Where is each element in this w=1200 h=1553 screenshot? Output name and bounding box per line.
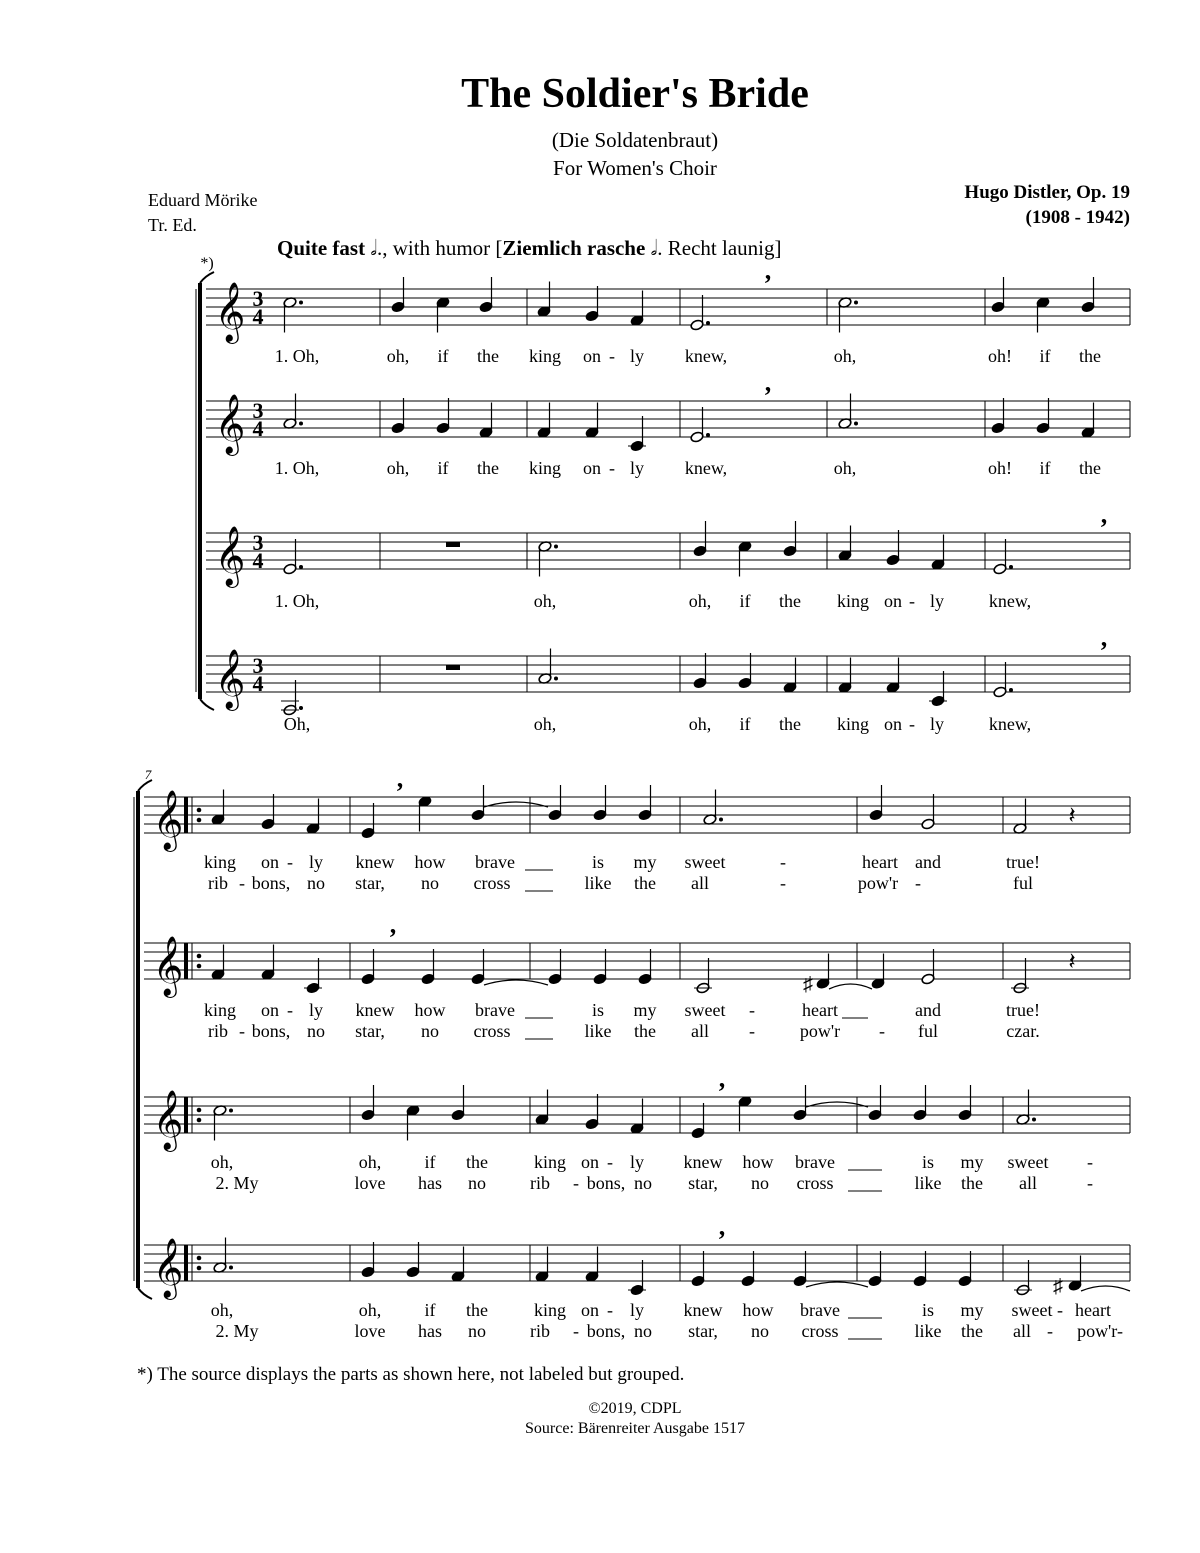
composer-name: Hugo Distler, Op. 19 <box>964 182 1130 203</box>
lyric-s2-v2-verse1b: rib <box>208 1021 228 1041</box>
dot <box>854 301 858 305</box>
lyric-s2-v1-verse2: - <box>780 873 786 893</box>
lyric-s2-v4-verse2: 2. My <box>215 1321 259 1341</box>
lyric-s1-v4: ly <box>929 714 945 734</box>
lyric-s1-v2: ly <box>629 458 645 478</box>
repeat-dot <box>197 1266 202 1271</box>
breath-mark: , <box>389 910 397 939</box>
lyric-s2-v4-verse2: no <box>634 1321 652 1341</box>
lyric-s2-v1-verse2: the <box>634 873 656 893</box>
staff-system2-voice1 <box>144 797 1130 833</box>
breath-mark: , <box>764 256 772 285</box>
lyric-s1-v1: if <box>1039 346 1051 366</box>
whole-rest <box>446 665 460 670</box>
lyric-s2-v3-verse2: 2. My <box>215 1173 259 1193</box>
lyric-s1-v4: oh, <box>688 714 712 734</box>
breath-mark: , <box>718 1212 726 1241</box>
repeat-dot <box>197 808 202 813</box>
lyric-s2-v3-verse1: the <box>466 1152 488 1172</box>
dot <box>706 321 710 325</box>
time-signature-bottom: 4 <box>252 671 264 696</box>
repeat-dot <box>197 954 202 959</box>
staff-system1-voice4 <box>206 656 1130 692</box>
lyric-s2-v1-verse2: no <box>421 873 439 893</box>
source-line: Source: Bärenreiter Ausgabe 1517 <box>525 1420 745 1437</box>
lyric-s1-v3: the <box>779 591 801 611</box>
dot <box>719 818 723 822</box>
tie <box>829 984 872 989</box>
dot <box>299 565 303 569</box>
lyric-s2-v1-verse2: like <box>584 873 612 893</box>
dot <box>554 677 558 681</box>
lyric-s2-v3-verse1: ly <box>629 1152 645 1172</box>
lyric-s2-v2-verse1b: no <box>421 1021 439 1041</box>
time-signature-top: 3 <box>252 286 264 311</box>
lyric-s1-v4: if <box>739 714 751 734</box>
poet-name: Eduard Mörike <box>148 190 258 210</box>
tie <box>1081 1286 1130 1291</box>
lyric-s1-v3: on <box>884 591 902 611</box>
lyric-s2-v1-verse1: brave <box>475 852 515 872</box>
lyric-s2-v4-verse2: all <box>1013 1321 1031 1341</box>
lyric-s2-v4-verse1: oh, <box>210 1300 234 1320</box>
treble-clef: 𝄞 <box>214 651 246 708</box>
lyric-s2-v3-verse2: the <box>961 1173 983 1193</box>
lyric-s1-v1: knew, <box>684 346 728 366</box>
lyric-s2-v3-verse2: like <box>914 1173 942 1193</box>
measure-number: 7 <box>144 767 152 782</box>
repeat-dot <box>197 964 202 969</box>
lyric-s2-v3-verse2: bons, <box>586 1173 626 1193</box>
lyric-s2-v1-verse1: ly <box>308 852 324 872</box>
lyric-s2-v2-verse1: heart <box>802 1000 838 1020</box>
lyric-s1-v3: oh, <box>688 591 712 611</box>
lyric-s2-v2-verse1b: all <box>691 1021 709 1041</box>
copyright-line: ©2019, CDPL <box>588 1400 682 1417</box>
lyric-s2-v4-verse1: - <box>1057 1300 1063 1320</box>
lyric-s1-v3: if <box>739 591 751 611</box>
lyric-s1-v1: oh! <box>988 346 1012 366</box>
lyric-s2-v3-verse2: has <box>418 1173 442 1193</box>
time-signature-bottom: 4 <box>252 416 264 441</box>
time-signature-bottom: 4 <box>252 304 264 329</box>
lyric-s1-v4: oh, <box>533 714 557 734</box>
lyric-s2-v2-verse1b: the <box>634 1021 656 1041</box>
dot <box>299 422 303 426</box>
lyric-s2-v1-verse2: - <box>239 873 245 893</box>
lyric-s2-v2-verse1: knew <box>355 1000 395 1020</box>
lyric-s1-v2: oh, <box>833 458 857 478</box>
dot <box>554 545 558 549</box>
lyric-s2-v3-verse1: if <box>424 1152 436 1172</box>
lyric-s2-v1-verse2: bons, <box>251 873 291 893</box>
sharp-sign: ♯ <box>803 973 813 996</box>
lyric-s2-v2-verse1: - <box>287 1000 293 1020</box>
lyric-s2-v2-verse1: ly <box>308 1000 324 1020</box>
lyric-s2-v2-verse1b: czar. <box>1006 1021 1040 1041</box>
lyric-s2-v1-verse1: knew <box>355 852 395 872</box>
lyric-s1-v3: ly <box>929 591 945 611</box>
lyric-s1-v3: 1. Oh, <box>274 591 320 611</box>
lyric-s2-v1-verse1: sweet <box>684 852 726 872</box>
lyric-s2-v3-verse1: how <box>742 1152 774 1172</box>
time-signature-top: 3 <box>252 398 264 423</box>
lyric-s1-v2: oh! <box>988 458 1012 478</box>
treble-clef: 𝄞 <box>214 528 246 585</box>
breath-mark: , <box>764 368 772 397</box>
bracket-hook <box>200 699 214 710</box>
treble-clef: 𝄞 <box>214 284 246 341</box>
lyric-s2-v4-verse1: how <box>742 1300 774 1320</box>
lyric-s1-v1: oh, <box>833 346 857 366</box>
lyric-s2-v2-verse1b: like <box>584 1021 612 1041</box>
lyric-s2-v1-verse2: cross <box>473 873 511 893</box>
lyric-s2-v1-verse1: on <box>261 852 279 872</box>
lyric-s1-v4: king <box>836 714 870 734</box>
half-note-glyph: 𝅗𝅥 <box>370 236 378 260</box>
lyric-s2-v3-verse1: - <box>1087 1152 1093 1172</box>
lyric-s2-v4-verse1: my <box>960 1300 984 1320</box>
lyric-s2-v4-verse1: on <box>581 1300 599 1320</box>
bracket-hook <box>200 272 214 283</box>
lyric-s2-v4-verse1: if <box>424 1300 436 1320</box>
dot <box>299 301 303 305</box>
lyric-s1-v3: - <box>909 591 915 611</box>
lyric-s1-v2: king <box>528 458 562 478</box>
song-title: The Soldier's Bride <box>461 71 809 117</box>
lyric-s2-v1-verse1: true! <box>1006 852 1040 872</box>
lyric-s2-v4-verse2: - <box>1047 1321 1053 1341</box>
lyric-s2-v4-verse2: has <box>418 1321 442 1341</box>
lyric-s1-v2: the <box>1079 458 1101 478</box>
lyric-s2-v4-verse1: brave <box>800 1300 840 1320</box>
lyric-s2-v2-verse1: sweet <box>684 1000 726 1020</box>
tempo-english-rest: ., with humor [ <box>377 236 503 260</box>
lyric-s2-v2-verse1: true! <box>1006 1000 1040 1020</box>
repeat-dot <box>197 818 202 823</box>
dot <box>1009 688 1013 692</box>
lyric-s2-v4-verse1: - <box>607 1300 613 1320</box>
lyric-s2-v1-verse1: - <box>287 852 293 872</box>
lyric-s2-v4-verse2: like <box>914 1321 942 1341</box>
treble-clef: 𝄞 <box>152 1092 184 1149</box>
staff-system1-voice2 <box>206 401 1130 437</box>
treble-clef: 𝄞 <box>152 938 184 995</box>
lyric-s2-v2-verse1b: ful <box>918 1021 938 1041</box>
breath-mark: , <box>1100 623 1108 652</box>
lyric-s1-v1: king <box>528 346 562 366</box>
breath-mark: , <box>396 764 404 793</box>
lyric-s2-v3-verse2: star, <box>688 1173 718 1193</box>
lyric-s2-v3-verse2: all <box>1019 1173 1037 1193</box>
staff-system1-voice1 <box>206 289 1130 325</box>
lyric-s2-v2-verse1b: - <box>749 1021 755 1041</box>
tie <box>806 1282 868 1287</box>
dot <box>1009 565 1013 569</box>
lyric-s1-v4: on <box>884 714 902 734</box>
lyric-s2-v3-verse1: on <box>581 1152 599 1172</box>
lyric-s2-v2-verse1: and <box>915 1000 941 1020</box>
lyric-s1-v3: oh, <box>533 591 557 611</box>
repeat-dot <box>197 1118 202 1123</box>
repeat-dot <box>197 1108 202 1113</box>
footnote: *) The source displays the parts as shown here, not labeled but grouped. <box>137 1364 685 1385</box>
lyric-s2-v2-verse1: how <box>414 1000 446 1020</box>
lyric-s2-v3-verse1: is <box>921 1152 935 1172</box>
lyric-s2-v2-verse1b: no <box>307 1021 325 1041</box>
lyric-s2-v1-verse1: how <box>414 852 446 872</box>
lyric-s2-v1-verse1: king <box>203 852 237 872</box>
breath-mark: , <box>718 1064 726 1093</box>
lyric-s1-v1: the <box>1079 346 1101 366</box>
lyric-s2-v3-verse2: rib <box>530 1173 550 1193</box>
tempo-german-rest: . Recht launig] <box>657 236 782 260</box>
lyric-s2-v4-verse2: star, <box>688 1321 718 1341</box>
lyric-s2-v4-verse2: love <box>354 1321 386 1341</box>
lyric-s1-v3: knew, <box>988 591 1032 611</box>
lyric-s2-v1-verse2: rib <box>208 873 228 893</box>
lyric-s2-v2-verse1b: bons, <box>251 1021 291 1041</box>
dot <box>299 706 303 710</box>
whole-rest <box>446 542 460 547</box>
composer-dates: (1908 - 1942) <box>1025 207 1130 228</box>
breath-mark: , <box>1100 500 1108 529</box>
lyric-s1-v4: knew, <box>988 714 1032 734</box>
treble-clef: 𝄞 <box>214 396 246 453</box>
lyric-s1-v1: - <box>609 346 615 366</box>
asterisk-mark: *) <box>200 255 214 272</box>
lyric-s2-v1-verse2: - <box>915 873 921 893</box>
lyric-s2-v4-verse1: is <box>921 1300 935 1320</box>
lyric-s1-v1: the <box>477 346 499 366</box>
lyric-s1-v1: oh, <box>386 346 410 366</box>
lyric-s2-v1-verse2: ful <box>1013 873 1033 893</box>
lyric-s2-v4-verse2: rib <box>530 1321 550 1341</box>
lyric-s2-v4-verse1: knew <box>683 1300 723 1320</box>
lyric-s2-v4-verse2: no <box>751 1321 769 1341</box>
sharp-sign: ♯ <box>1053 1275 1063 1298</box>
quarter-rest: 𝄽 <box>1068 949 1076 975</box>
lyric-s2-v2-verse1b: star, <box>355 1021 385 1041</box>
lyric-s2-v1-verse1: and <box>915 852 941 872</box>
lyric-s2-v3-verse1: knew <box>683 1152 723 1172</box>
lyric-s1-v4: the <box>779 714 801 734</box>
lyric-s2-v3-verse2: no <box>751 1173 769 1193</box>
lyric-s1-v2: oh, <box>386 458 410 478</box>
lyric-s2-v4-verse1: sweet <box>1011 1300 1053 1320</box>
time-signature-top: 3 <box>252 530 264 555</box>
lyric-s2-v4-verse1: king <box>533 1300 567 1320</box>
lyric-s1-v1: if <box>437 346 449 366</box>
tempo-english: Quite fast <box>277 236 366 260</box>
lyric-s2-v1-verse1: my <box>633 852 657 872</box>
lyric-s1-v1: ly <box>629 346 645 366</box>
lyric-s1-v2: the <box>477 458 499 478</box>
lyric-s1-v2: knew, <box>684 458 728 478</box>
time-signature-top: 3 <box>252 653 264 678</box>
lyric-s2-v3-verse1: sweet <box>1007 1152 1049 1172</box>
lyric-s2-v2-verse1: brave <box>475 1000 515 1020</box>
lyric-s1-v1: on <box>583 346 601 366</box>
dot <box>229 1266 233 1270</box>
lyric-s2-v4-verse2: no <box>468 1321 486 1341</box>
dot <box>229 1109 233 1113</box>
lyric-s2-v3-verse2: cross <box>796 1173 834 1193</box>
lyric-s2-v3-verse2: no <box>468 1173 486 1193</box>
lyric-s2-v1-verse1: heart <box>862 852 898 872</box>
lyric-s1-v3: king <box>836 591 870 611</box>
lyric-s2-v3-verse1: oh, <box>210 1152 234 1172</box>
lyric-s2-v3-verse1: king <box>533 1152 567 1172</box>
lyric-s1-v2: if <box>437 458 449 478</box>
lyric-s2-v2-verse1: king <box>203 1000 237 1020</box>
lyric-s2-v1-verse1: - <box>780 852 786 872</box>
lyric-s2-v4-verse2: - <box>573 1321 579 1341</box>
lyric-s2-v1-verse2: star, <box>355 873 385 893</box>
lyric-s2-v2-verse1: my <box>633 1000 657 1020</box>
half-note-glyph: 𝅗𝅥 <box>650 236 658 260</box>
treble-clef: 𝄞 <box>152 1240 184 1297</box>
time-signature-bottom: 4 <box>252 548 264 573</box>
dot <box>706 433 710 437</box>
lyric-s1-v1: 1. Oh, <box>274 346 320 366</box>
lyric-s2-v3-verse1: oh, <box>358 1152 382 1172</box>
lyric-s2-v3-verse2: no <box>634 1173 652 1193</box>
lyric-s2-v2-verse1b: - <box>239 1021 245 1041</box>
translator-line: Tr. Ed. <box>148 215 197 235</box>
lyric-s2-v3-verse1: brave <box>795 1152 835 1172</box>
lyric-s1-v2: - <box>609 458 615 478</box>
lyric-s1-v4: - <box>909 714 915 734</box>
lyric-s2-v1-verse2: no <box>307 873 325 893</box>
lyric-s2-v3-verse2: love <box>354 1173 386 1193</box>
lyric-s1-v4: Oh, <box>283 714 311 734</box>
lyric-s2-v1-verse1: is <box>591 852 605 872</box>
lyric-s2-v2-verse1: is <box>591 1000 605 1020</box>
lyric-s2-v4-verse2: bons, <box>586 1321 626 1341</box>
tempo-german: Ziemlich rasche <box>502 236 646 260</box>
tie <box>484 980 548 985</box>
lyric-s2-v3-verse1: - <box>607 1152 613 1172</box>
lyric-s2-v4-verse1: the <box>466 1300 488 1320</box>
lyric-s2-v4-verse2: the <box>961 1321 983 1341</box>
repeat-dot <box>197 1256 202 1261</box>
lyric-s1-v2: if <box>1039 458 1051 478</box>
lyric-s2-v3-verse1: my <box>960 1152 984 1172</box>
staff-system2-voice2 <box>144 943 1130 979</box>
quarter-rest: 𝄽 <box>1068 803 1076 829</box>
lyric-s2-v1-verse2: all <box>691 873 709 893</box>
lyric-s2-v2-verse1b: cross <box>473 1021 511 1041</box>
dot <box>1032 1118 1036 1122</box>
lyric-s2-v4-verse1: ly <box>629 1300 645 1320</box>
lyric-s2-v4-verse2: pow'r- <box>1077 1321 1123 1341</box>
lyric-s1-v2: 1. Oh, <box>274 458 320 478</box>
staff-system2-voice4 <box>144 1245 1130 1281</box>
lyric-s2-v4-verse1: heart <box>1075 1300 1111 1320</box>
song-subtitle: (Die Soldatenbraut) <box>551 128 719 152</box>
lyric-s2-v4-verse1: oh, <box>358 1300 382 1320</box>
treble-clef: 𝄞 <box>152 792 184 849</box>
dot <box>854 422 858 426</box>
lyric-s2-v1-verse2: pow'r <box>857 873 899 893</box>
lyric-s2-v2-verse1: on <box>261 1000 279 1020</box>
staff-system1-voice3 <box>206 533 1130 569</box>
lyric-s2-v4-verse2: cross <box>801 1321 839 1341</box>
lyric-s1-v2: on <box>583 458 601 478</box>
lyric-s2-v2-verse1b: - <box>879 1021 885 1041</box>
lyric-s2-v3-verse2: - <box>1087 1173 1093 1193</box>
lyric-s2-v3-verse2: - <box>573 1173 579 1193</box>
lyric-s2-v2-verse1b: pow'r <box>799 1021 841 1041</box>
bracket-hook <box>138 1288 152 1299</box>
lyric-s2-v2-verse1: - <box>749 1000 755 1020</box>
voicing-line: For Women's Choir <box>553 156 717 180</box>
